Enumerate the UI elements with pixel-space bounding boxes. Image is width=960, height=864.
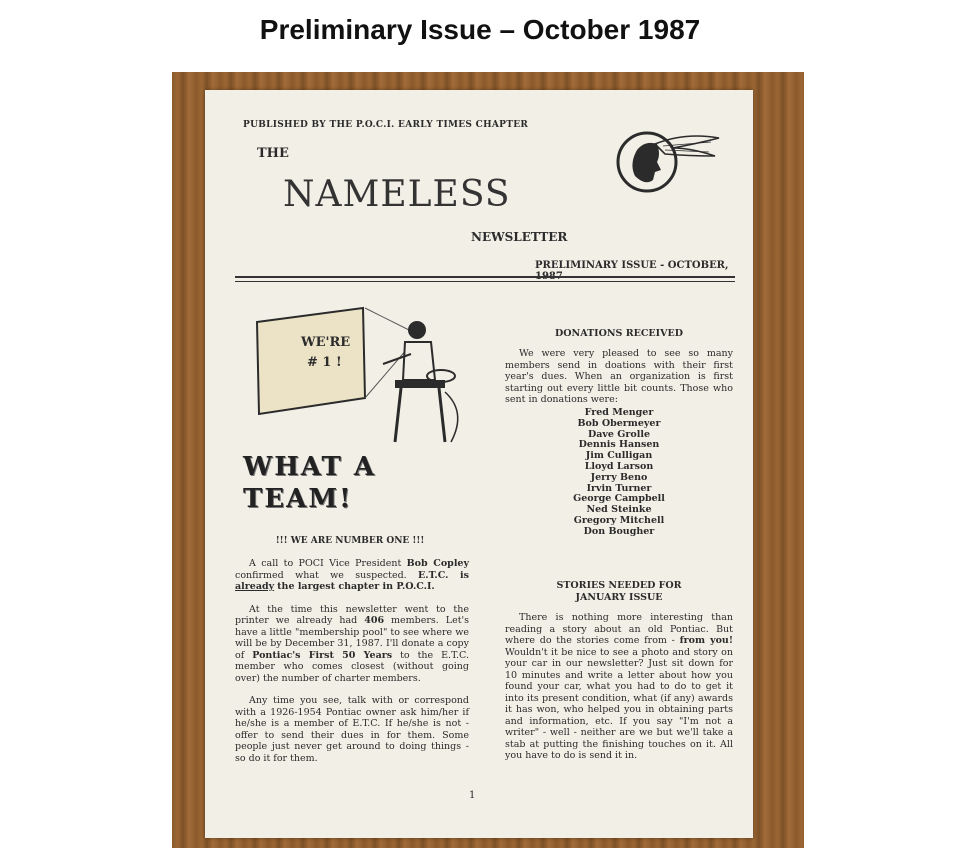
donations-intro: We were very pleased to see so many members send in doations with their first year's dues. When an organization is first starting out every little bit counts. Those who sent in donations were: [505,348,733,405]
cartoon-sign-line2: # 1 ! [307,355,342,370]
paragraph-copley: A call to POCI Vice President Bob Copley confirmed what we suspected. E.T.C. is already the largest chapter in P.O.C.I. [235,558,469,592]
donations-title: DONATIONS RECEIVED [555,328,683,339]
donor-name: Bob Obermeyer [577,417,661,429]
donor-name: Dennis Hansen [578,439,660,451]
donor-name: Don Bougher [583,525,655,537]
subhead: !!! WE ARE NUMBER ONE !!! [275,536,425,546]
cartoon-sign-line1: WE'RE [301,335,351,350]
headline-line2: TEAM! [243,484,353,514]
page-number: 1 [469,790,476,801]
donor-name: Irvin Turner [586,482,652,494]
donor-name: George Campbell [573,493,665,505]
issue-line: PRELIMINARY ISSUE - OCTOBER, 1987 [535,260,729,282]
donor-name: Gregory Mitchell [573,514,665,526]
donor-name: Jim Culligan [585,450,653,462]
paragraph-membership-pool: At the time this newsletter went to the printer we already had 406 members. Let's have a little "membership pool" to see where we will be by December 31, 1987. I'll donate a copy of Pontiac's First 50 Years to the E.T.C. member who comes closest (without going over) the number of charter members. [235,603,470,684]
image-caption: Preliminary Issue – October 1987 [259,14,701,45]
donor-name: Fred Menger [584,407,654,418]
masthead-subtitle: NEWSLETTER [471,230,568,244]
masthead-title: NAMELESS [283,174,511,215]
stories-title: STORIES NEEDED FOR JANUARY ISSUE [556,580,682,603]
masthead-rule [235,276,735,278]
donor-name: Dave Grolle [588,428,650,440]
masthead-the: THE [257,146,289,161]
donor-name: Jerry Beno [590,471,648,483]
left-column [235,558,469,775]
pontiac-indian-head-logo [615,126,725,196]
donor-list [505,408,733,538]
donor-name: Lloyd Larson [584,460,654,472]
paragraph-recruit: Any time you see, talk with or correspond with a 1926-1954 Pontiac owner ask him/her if he/she is a member of E.T.C. If he/she is not - offer to send their dues in for them. Some people just never get around to doing things - so do it for them. [235,695,469,764]
projector-cartoon-illustration [245,302,475,452]
donor-name: Ned Steinke [586,504,652,516]
headline-line1: WHAT A [243,452,377,482]
stories-text: There is nothing more interesting than reading a story about an old Pontiac. But where do the stories come from - from you! Wouldn't it be nice to see a photo and story on your car in our newsletter? Just sit down for 10 minutes and write a letter about how you found your car, what you had to do to get it into its present condition, what (if any) awards it has won, who helped you in obtaining parts and information, etc. If you say "I'm not a writer" - well - neither are we but we'll take a stab at putting the finishing touches on it. All you have to do is send it in. [505,612,733,761]
publisher-line: PUBLISHED BY THE P.O.C.I. EARLY TIMES CHAPTER [243,120,529,130]
masthead-rule-thin [235,281,735,282]
newsletter-page [205,90,753,838]
